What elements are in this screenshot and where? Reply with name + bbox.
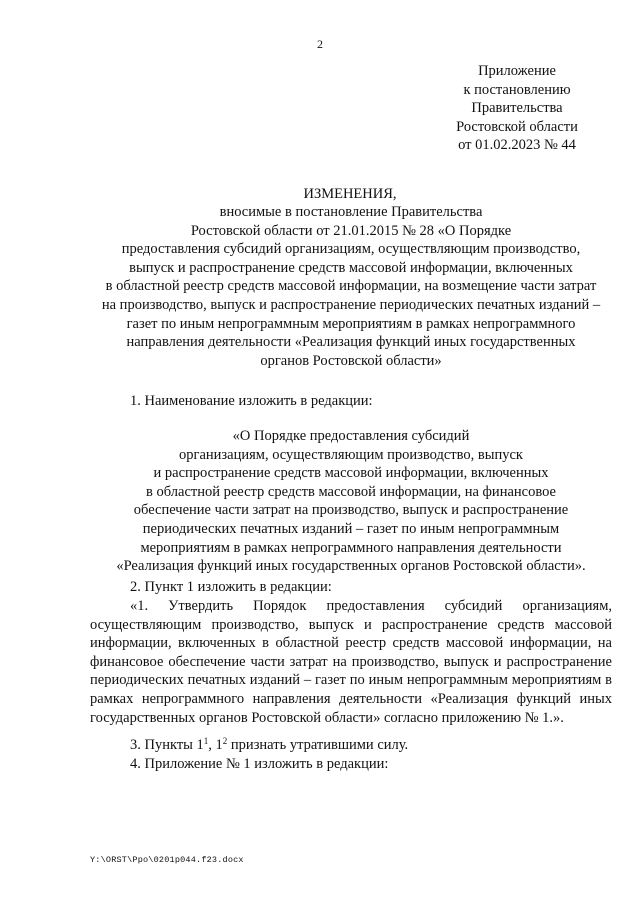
subtitle-line: предоставления субсидий организациям, осуществляющим производство, [121, 241, 581, 258]
quote-line: периодических печатных изданий – газет по иным непрограммным [142, 520, 560, 537]
subtitle-line: вносимые в постановление Правительства [219, 204, 483, 220]
item-3-suffix: признать утратившими силу. [227, 737, 409, 753]
subtitle-line: органов Ростовской области» [260, 352, 442, 369]
document-subtitle [80, 203, 622, 370]
item-3-mid: , 1 [208, 737, 223, 753]
subtitle-line: в областной реестр средств массовой информации, на возмещение части затрат [105, 278, 597, 295]
appendix-line: Правительства [471, 100, 563, 117]
appendix-line: Ростовской области [456, 118, 578, 135]
quote-line: «Реализация функций иных государственных органов Ростовской области». [116, 558, 586, 575]
subtitle-line: на производство, выпуск и распространение периодических печатных изданий – [101, 296, 601, 313]
item-4-heading: 4. Приложение № 1 изложить в редакции: [130, 756, 389, 772]
appendix-block [427, 62, 607, 155]
item-2-quote: «1. Утвердить Порядок предоставления субсидий организациям, осуществляющим производство, выпуск и распространение средств массовой информации, включенных в областной реестр средств массовой информации, на финансовое обеспечение части затрат на производство, выпуск и распространение периодических печатных изданий – газет по иным непрограммным мероприятиям в рамках непрограммного направления деятельности «Реализация функций иных государственных органов Ростовской области» согласно приложению № 1.». [90, 598, 612, 726]
item-3-prefix: 3. Пункты 1 [130, 737, 204, 753]
item-1-quote [90, 427, 612, 576]
quote-line: «О Порядке предоставления субсидий [232, 428, 470, 444]
quote-line: и распространение средств массовой информации, включенных [153, 465, 549, 482]
quote-line: в областной реестр средств массовой информации, на финансовое [146, 483, 556, 500]
item-3-sup-1: 1 [203, 736, 209, 746]
quote-line: организациям, осуществляющим производство, выпуск [179, 446, 523, 463]
appendix-line: к постановлению [463, 81, 571, 98]
file-path-footer: Y:\ORST\Ppo\0201p044.f23.docx [90, 855, 244, 865]
item-3 [90, 736, 612, 755]
item-1-heading: 1. Наименование изложить в редакции: [130, 393, 373, 409]
subtitle-line: выпуск и распространение средств массовой информации, включенных [129, 259, 573, 276]
subtitle-line: Ростовской области от 21.01.2015 № 28 «О Порядке [190, 222, 512, 239]
appendix-line: от 01.02.2023 № 44 [458, 137, 576, 154]
subtitle-line: газет по иным непрограммным мероприятиям в рамках непрограммного [126, 315, 576, 332]
subtitle-line: направления деятельности «Реализация функций иных государственных [126, 334, 576, 351]
page-number: 2 [317, 37, 323, 51]
document-title: ИЗМЕНЕНИЯ, [303, 186, 397, 202]
quote-line: мероприятиям в рамках непрограммного направления деятельности [140, 539, 562, 556]
quote-line: обеспечение части затрат на производство, выпуск и распространение [133, 502, 569, 519]
item-2-heading: 2. Пункт 1 изложить в редакции: [130, 579, 332, 595]
appendix-line: Приложение [478, 63, 556, 79]
item-3-sup-2: 2 [222, 736, 228, 746]
